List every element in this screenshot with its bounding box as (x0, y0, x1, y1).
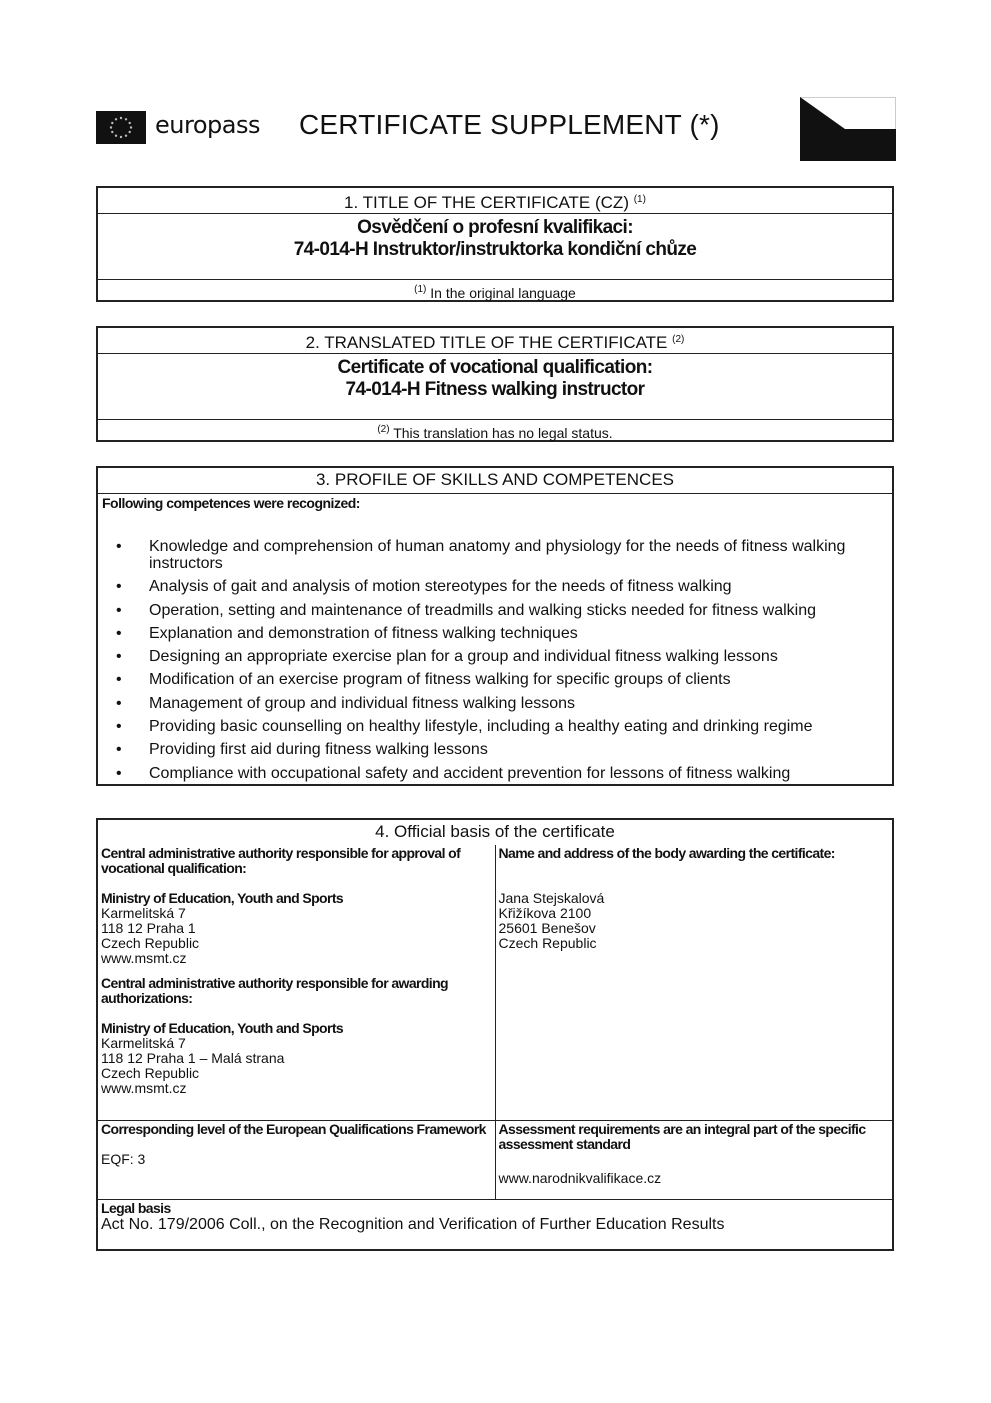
list-item: • Knowledge and comprehension of human anatomy and physiology for the needs of fitness walking instructors (116, 538, 882, 572)
competences-body (98, 493, 892, 782)
section-translated-title (96, 326, 894, 442)
approval-authority-cell: Central administrative authority responsible for approval of vocational qualification: Ministry of Education, Youth and Sports Karmelitská 7 118 12 Praha 1 Czech Republic www.msmt.cz Central administrative authority responsible for awarding authorizations: Ministry of Education, Youth and Sports Karmelitská 7 118 12 Praha 1 – Malá strana Czech Republic www.msmt.cz (98, 845, 495, 1120)
eqf-level-cell: Corresponding level of the European Qualifications Framework EQF: 3 (98, 1120, 495, 1199)
list-item: • Analysis of gait and analysis of motion stereotypes for the needs of fitness walking (116, 578, 882, 595)
awarding-body-cell: Name and address of the body awarding the certificate: Jana Stejskalová Křižíkova 2100 25601 Benešov Czech Republic (498, 845, 835, 951)
document-header (96, 97, 896, 163)
narodnikvalifikace-link[interactable]: www.narodnikvalifikace.cz (498, 1169, 662, 1186)
section-heading: 1. TITLE OF THE CERTIFICATE (CZ) $^{(1)}$ (344, 193, 646, 212)
authorization-ministry-name: Ministry of Education, Youth and Sports (101, 1020, 344, 1036)
eu-flag-stars-icon (96, 111, 146, 144)
competences-lead: Following competences were recognized: (102, 495, 360, 511)
section-heading: 3. PROFILE OF SKILLS AND COMPETENCES (315, 470, 675, 489)
certificate-title-original: Osvědčení o profesní kvalifikaci: 74-014-H Instruktor/instruktorka kondiční chůze (98, 213, 892, 279)
assessment-cell: Assessment requirements are an integral part of the specific assessment standard www.narodnikvalifikace.cz (495, 1120, 892, 1199)
section-heading: 2. TRANSLATED TITLE OF THE CERTIFICATE $^{(2)}$ (305, 333, 685, 352)
page-title: CERTIFICATE SUPPLEMENT (*) (299, 109, 720, 140)
list-item: • Providing basic counselling on healthy lifestyle, including a healthy eating and drinking regime (116, 718, 882, 735)
section-skills-competences (96, 466, 894, 786)
europass-brand: europass (155, 111, 260, 139)
list-item: • Management of group and individual fitness walking lessons (116, 695, 882, 712)
footnote: $^{(2)}$ This translation has no legal status. (98, 419, 892, 440)
list-item: • Operation, setting and maintenance of treadmills and walking sticks needed for fitness walking (116, 602, 882, 619)
list-item: • Modification of an exercise program of fitness walking for specific groups of clients (116, 671, 882, 688)
section-official-basis (96, 818, 894, 1251)
section-title-of-certificate (96, 186, 894, 302)
certificate-title-translated: Certificate of vocational qualification: 74-014-H Fitness walking instructor (98, 353, 892, 419)
section-heading: 4. Official basis of the certificate (375, 822, 615, 841)
msmt-link[interactable]: www.msmt.cz (101, 1080, 187, 1096)
official-basis-table (98, 845, 892, 1235)
competences-list (98, 512, 892, 782)
approval-ministry-name: Ministry of Education, Youth and Sports (101, 890, 344, 906)
list-item: • Providing first aid during fitness walking lessons (116, 741, 882, 758)
footnote: $^{(1)}$ In the original language (98, 279, 892, 300)
msmt-link[interactable]: www.msmt.cz (101, 950, 187, 966)
list-item: • Designing an appropriate exercise plan for a group and individual fitness walking lessons (116, 648, 882, 665)
czech-flag-icon (800, 97, 896, 161)
list-item: • Explanation and demonstration of fitness walking techniques (116, 625, 882, 642)
eqf-value: EQF: 3 (101, 1150, 146, 1167)
legal-basis-cell: Legal basis Act No. 179/2006 Coll., on the Recognition and Verification of Further Education Results (98, 1199, 892, 1235)
list-item: • Compliance with occupational safety and accident prevention for lessons of fitness walking (116, 765, 882, 782)
